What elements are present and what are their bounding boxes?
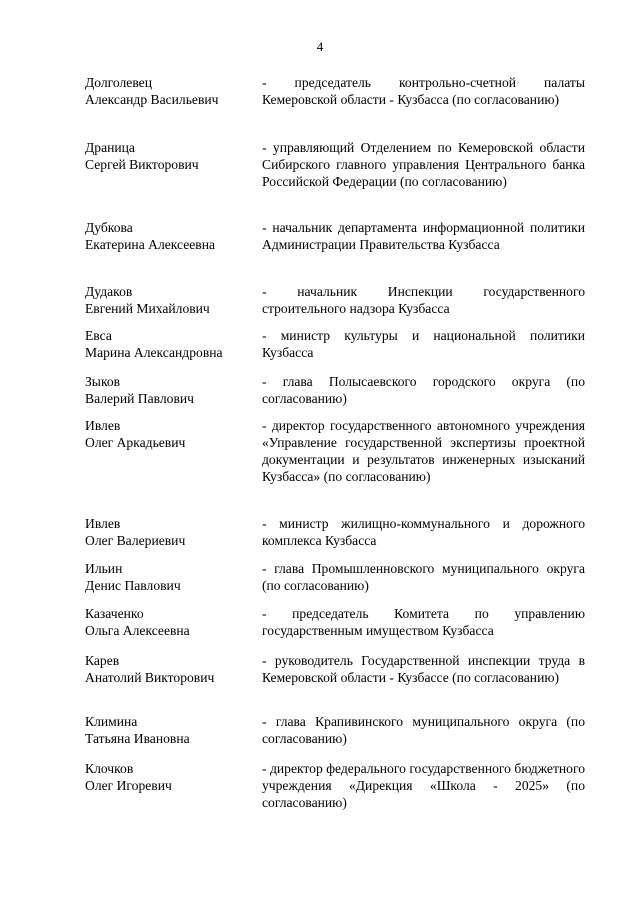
member-surname: Казаченко [85, 606, 144, 621]
member-role: - министр жилищно-коммунального и дорожного комплекса Кузбасса [262, 516, 585, 548]
member-surname: Зыков [85, 374, 121, 389]
member-given-name: Валерий Павлович [85, 391, 194, 406]
member-name [85, 139, 255, 173]
member-surname: Ивлев [85, 516, 121, 531]
member-given-name: Олег Игоревич [85, 778, 172, 793]
member-name [85, 713, 255, 747]
member-name [85, 373, 255, 407]
member-name [85, 605, 255, 639]
member-name [85, 74, 255, 108]
member-given-name: Анатолий Викторович [85, 670, 215, 685]
member-surname: Евса [85, 328, 112, 343]
member-role: - глава Полысаевского городского округа (по согласованию) [262, 374, 585, 406]
member-name [85, 219, 255, 253]
member-surname: Драница [85, 140, 135, 155]
member-given-name: Александр Васильевич [85, 92, 219, 107]
member-name [85, 515, 255, 549]
member-role: - директор федерального государственного бюджетного учреждения «Дирекция «Школа - 2025» (по согласованию) [262, 761, 585, 810]
member-surname: Клочков [85, 761, 134, 776]
member-surname: Карев [85, 653, 120, 668]
member-role: - директор государственного автономного учреждения «Управление государственной экспертизы проектной документации и результатов инженерных изысканий Кузбасса» (по согласованию) [262, 418, 585, 484]
member-given-name: Татьяна Ивановна [85, 731, 190, 746]
member-role: - управляющий Отделением по Кемеровской области Сибирского главного управления Центрального банка Российской Федерации (по согласованию) [262, 140, 585, 189]
member-surname: Ильин [85, 561, 123, 576]
member-given-name: Олег Валериевич [85, 533, 186, 548]
member-name [85, 283, 255, 317]
member-surname: Долголевец [85, 75, 152, 90]
member-given-name: Ольга Алексеевна [85, 623, 190, 638]
member-name [85, 652, 255, 686]
member-name [85, 760, 255, 794]
member-role: - глава Крапивинского муниципального округа (по согласованию) [262, 714, 585, 746]
member-role: - начальник Инспекции государственного строительного надзора Кузбасса [262, 284, 585, 316]
member-given-name: Марина Александровна [85, 345, 223, 360]
member-surname: Климина [85, 714, 138, 729]
member-name [85, 560, 255, 594]
member-surname: Дудаков [85, 284, 133, 299]
member-name [85, 417, 255, 451]
member-surname: Ивлев [85, 418, 121, 433]
member-given-name: Евгений Михайлович [85, 301, 210, 316]
member-given-name: Сергей Викторович [85, 157, 199, 172]
member-role: - начальник департамента информационной политики Администрации Правительства Кузбасса [262, 220, 585, 252]
member-role: - министр культуры и национальной политики Кузбасса [262, 328, 585, 360]
member-role: - глава Промышленновского муниципального округа (по согласованию) [262, 561, 585, 593]
page-number: 4 [316, 39, 324, 54]
member-name [85, 327, 255, 361]
member-given-name: Екатерина Алексеевна [85, 237, 216, 252]
member-role: - председатель контрольно-счетной палаты Кемеровской области - Кузбасса (по согласованию) [262, 75, 585, 107]
member-role: - председатель Комитета по управлению государственным имуществом Кузбасса [262, 606, 585, 638]
member-given-name: Денис Павлович [85, 578, 181, 593]
member-given-name: Олег Аркадьевич [85, 435, 186, 450]
member-role: - руководитель Государственной инспекции труда в Кемеровской области - Кузбассе (по согласованию) [262, 653, 585, 685]
member-surname: Дубкова [85, 220, 133, 235]
